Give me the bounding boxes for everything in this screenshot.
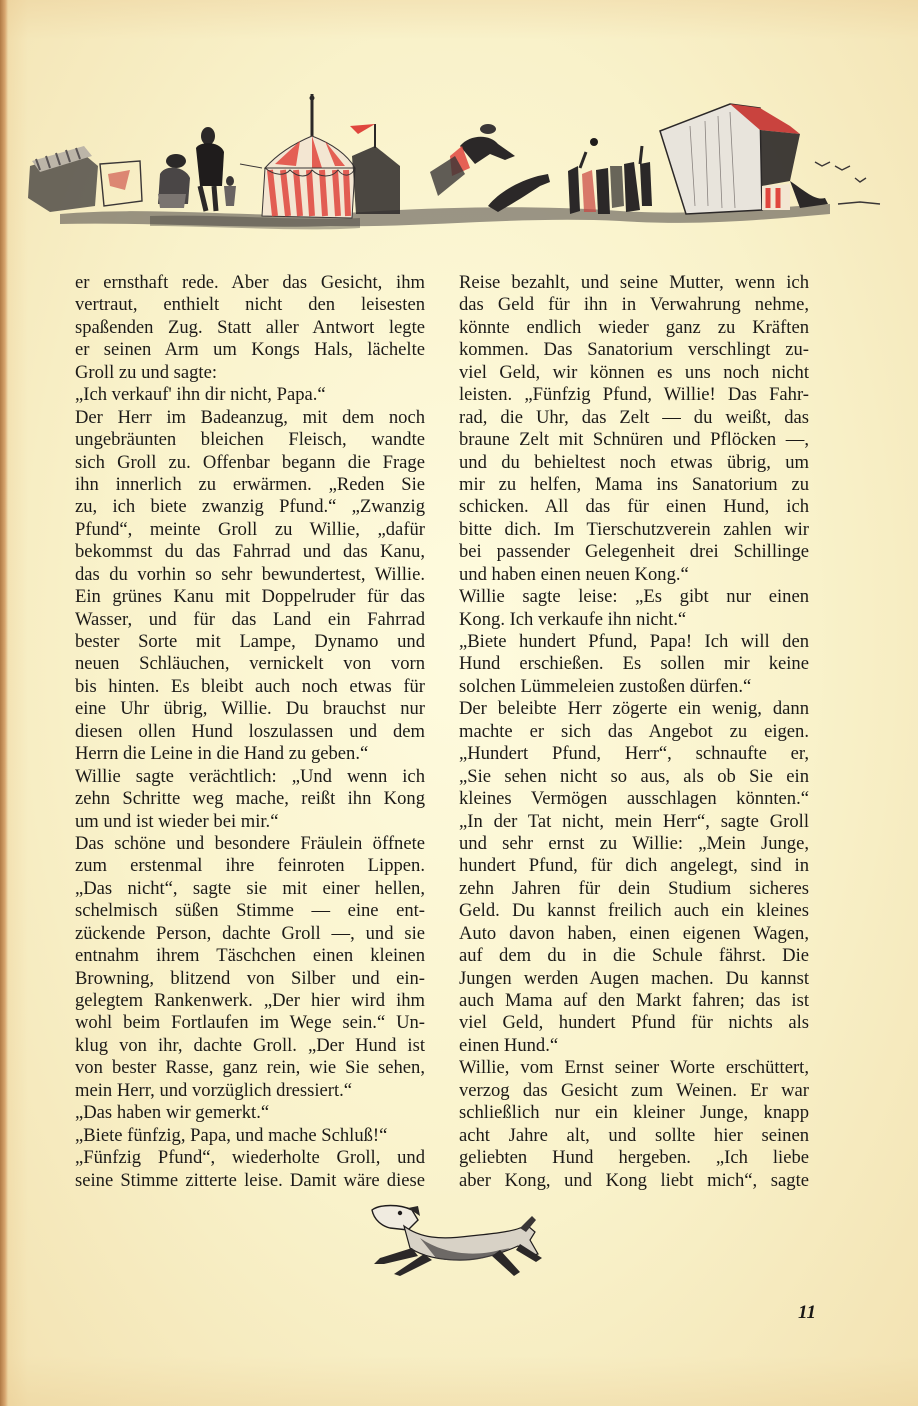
circus-tent-icon <box>240 94 355 218</box>
beach-hut-left-icon <box>28 146 142 212</box>
text-line: „Ich verkauf' ihn dir nicht, Papa.“ <box>75 384 326 406</box>
text-line: „Das haben wir gemerkt.“ <box>75 1102 270 1124</box>
text-line: acht Jahre alt, und sollte hier seinen <box>459 1124 809 1146</box>
running-dog-illustration <box>360 1198 560 1290</box>
text-line: schelmisch süßen Stimme — eine ent- <box>75 900 425 922</box>
text-line: gelegtem Rankenwerk. „Der hier wird ihm <box>75 990 425 1011</box>
text-line: Auto davon haben, einen eigenen Wagen, <box>459 922 809 944</box>
text-line: einen Hund.“ <box>459 1034 559 1056</box>
text-line: Der beleibte Herr zögerte ein wenig, dann <box>459 698 809 720</box>
text-line: aber Kong, und Kong liebt mich“, sagte <box>459 1169 809 1191</box>
text-line: Herrn die Leine in die Hand zu geben.“ <box>75 743 369 765</box>
text-line: auch Mama auf den Markt fahren; das ist <box>459 990 809 1011</box>
text-line: Willie sagte leise: „Es gibt nur einen <box>459 586 809 608</box>
text-line: braune Zelt mit Schnüren und Pflöcken —, <box>459 429 809 451</box>
jumping-dog-icon <box>488 174 550 212</box>
dark-tent-icon <box>350 124 400 214</box>
text-column-left <box>75 272 425 1192</box>
text-line: hundert Pfund, für dich angelegt, sind in <box>459 855 809 877</box>
text-line: machte er sich das Angebot zu eigen. <box>459 720 809 742</box>
beach-fair-scene-illustration <box>0 86 918 266</box>
text-line: auf dem du in die Schule fährst. Die <box>459 945 809 967</box>
text-line: und sehr ernst zu Willie: „Mein Junge, <box>459 832 809 854</box>
text-line: Pfund“, meinte Groll zu Willie, „dafür <box>75 518 425 540</box>
text-line: eine Uhr übrig, Willie. Du brauchst nur <box>75 698 425 720</box>
text-line: bekommst du das Fahrrad und das Kanu, <box>75 541 425 563</box>
text-line: Hund erschießen. Es sollen mir keine <box>459 653 809 675</box>
text-line: von bester Rasse, ganz rein, wie Sie sehen, <box>75 1057 425 1079</box>
text-line: entnahm ihrem Täschchen einen kleinen <box>75 945 425 967</box>
text-line: viel Geld, hundert Pfund für nichts als <box>459 1012 809 1034</box>
text-line: diesen ollen Hund loszulassen und dem <box>75 720 425 742</box>
text-line: ungebräunten bleichen Fleisch, wandte <box>75 429 425 451</box>
seagulls-icon <box>815 162 880 204</box>
people-group-left-icon <box>158 127 236 211</box>
text-line: bester Sorte mit Lampe, Dynamo und <box>75 631 425 652</box>
diving-man-icon <box>430 124 515 196</box>
text-line: Jungen werden Augen machen. Du kannst <box>459 967 809 989</box>
text-line: das Geld für ihn in Verwahrung nehme, <box>459 294 809 316</box>
text-line: kommen. Das Sanatorium verschlingt zu- <box>459 339 809 361</box>
dog-tail <box>520 1216 536 1232</box>
text-line: „In der Tat nicht, mein Herr“, sagte Groll <box>459 810 809 832</box>
text-line: Willie sagte verächtlich: „Und wenn ich <box>75 765 425 787</box>
text-line: solchen Lümmeleien zustoßen dürfen.“ <box>459 675 752 697</box>
text-line: „Das nicht“, sagte sie mit einer hellen, <box>75 877 425 899</box>
page-number: 11 <box>798 1302 816 1323</box>
text-line: bei passender Gelegenheit drei Schillinge <box>459 541 809 563</box>
text-line: geliebten Hund hergeben. „Ich liebe <box>459 1147 809 1169</box>
text-line: kleines Vermögen ausschlagen könnten.“ <box>459 788 809 810</box>
text-line: Reise bezahlt, und seine Mutter, wenn ich <box>459 272 809 293</box>
text-line: Der Herr im Badeanzug, mit dem noch <box>75 406 425 428</box>
text-line: mein Herr, und vorzüglich dressiert.“ <box>75 1079 353 1101</box>
text-line: und haben einen neuen Kong.“ <box>459 563 689 585</box>
text-line: Das schöne und besondere Fräulein öffnete <box>75 832 425 854</box>
text-line: zehn Jahren für dein Studium sicheres <box>459 877 809 899</box>
text-line: schicken. All das für einen Hund, ich <box>459 496 809 518</box>
text-line: zehn Schritte weg mache, reißt ihn Kong <box>75 788 425 810</box>
text-line: „Sie sehen nicht so aus, als ob Sie ein <box>459 765 809 787</box>
text-line: um und ist wieder bei mir.“ <box>75 810 279 832</box>
text-line: verzog das Gesicht zum Weinen. Er war <box>459 1079 809 1101</box>
text-column-right <box>459 272 809 1192</box>
text-line: Wasser, und für das Land ein Fahrrad <box>75 608 425 630</box>
text-line: spaßenden Zug. Statt aller Antwort legte <box>75 316 425 338</box>
text-line: „Biete hundert Pfund, Papa! Ich will den <box>459 631 809 652</box>
text-line: vertraut, enthielt nicht den leisesten <box>75 294 425 316</box>
beach-cabana-icon <box>660 104 828 214</box>
text-line: zum erstenmal ihre feinroten Lippen. <box>75 855 425 877</box>
text-line: er ernsthaft rede. Aber das Gesicht, ihm <box>75 272 425 293</box>
text-line: Ein grünes Kanu mit Doppelruder für das <box>75 586 425 608</box>
text-line: rad, die Uhr, das Zelt — du weißt, das <box>459 406 809 428</box>
text-line: wohl beim Fortlaufen im Wege sein.“ Un- <box>75 1012 425 1034</box>
text-line: Browning, blitzend von Silber und ein- <box>75 967 425 989</box>
text-line: bis hinten. Es bleibt auch noch etwas für <box>75 675 425 697</box>
text-line: und du behieltest noch etwas übrig, um <box>459 451 809 473</box>
text-line: sich Groll zu. Offenbar begann die Frage <box>75 451 425 473</box>
text-line: das du vorhin so sehr bewundertest, Willie. <box>75 563 425 585</box>
text-line: Willie, vom Ernst seiner Worte erschüttert, <box>459 1057 809 1079</box>
text-line: Groll zu und sagte: <box>75 361 218 383</box>
text-line: seine Stimme zitterte leise. Damit wäre diese <box>75 1169 425 1191</box>
text-line: „Biete fünfzig, Papa, und mache Schluß!“ <box>75 1124 388 1146</box>
text-line: „Fünfzig Pfund“, wiederholte Groll, und <box>75 1147 425 1169</box>
crowd-icon <box>568 146 652 214</box>
text-line: schließlich nur ein kleiner Junge, knapp <box>459 1102 809 1124</box>
text-line: ihn innerlich zu erwärmen. „Reden Sie <box>75 473 425 495</box>
text-line: neuen Schläuchen, vernickelt von vorn <box>75 653 425 675</box>
text-line: mir zu helfen, Mama ins Sanatorium zu <box>459 473 809 495</box>
text-line: Geld. Du kannst freilich auch ein kleines <box>459 900 809 922</box>
ball-icon <box>590 138 598 146</box>
text-line: viel Geld, wir können es uns noch nicht <box>459 361 809 383</box>
text-line: „Hundert Pfund, Herr“, schnaufte er, <box>459 743 809 765</box>
text-line: klug von ihr, dachte Groll. „Der Hund ist <box>75 1034 425 1056</box>
text-line: leisten. „Fünfzig Pfund, Willie! Das Fahr- <box>459 384 809 406</box>
text-line: Kong. Ich verkaufe ihn nicht.“ <box>459 608 687 630</box>
text-line: zückende Person, dachte Groll —, und sie <box>75 922 425 944</box>
text-line: er seinen Arm um Kongs Hals, lächelte <box>75 339 425 361</box>
text-line: bitte dich. Im Tierschutzverein zahlen wir <box>459 518 809 540</box>
text-line: zu, ich biete zwanzig Pfund.“ „Zwanzig <box>75 496 425 518</box>
text-line: könnte endlich wieder ganz zu Kräften <box>459 316 809 338</box>
